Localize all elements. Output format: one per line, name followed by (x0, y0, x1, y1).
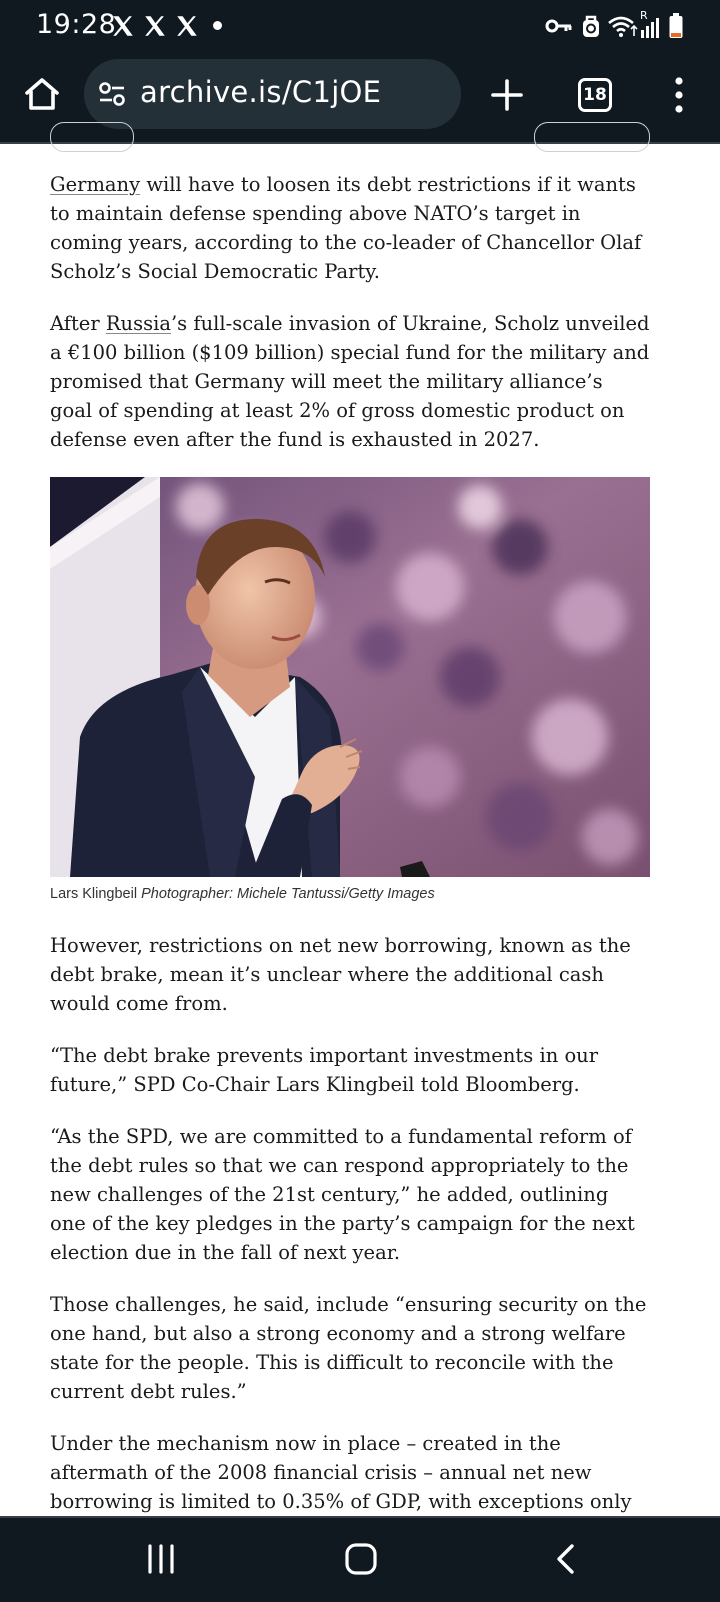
article-paragraph: Those challenges, he said, include “ensuring security on the one hand, but also a strong economy and a strong welfare state for the people. This is difficult to reconcile with the current debt rules.” (50, 1293, 647, 1403)
article-paragraph: “The debt brake prevents important investments in our future,” SPD Co-Chair Lars Klingbeil told Bloomberg. (50, 1044, 599, 1096)
photo-caption (50, 884, 650, 904)
caption-credit: Photographer: Michele Tantussi/Getty Images (141, 886, 435, 902)
recents-icon[interactable] (144, 1542, 178, 1576)
vpn-key-icon (545, 16, 573, 36)
system-nav-bar (0, 1516, 720, 1602)
partial-button-right[interactable] (534, 122, 650, 152)
article-paragraph: However, restrictions on net new borrowing, known as the debt brake, mean it’s unclear where the additional cash would come from. (50, 934, 631, 1015)
status-bar (0, 0, 720, 50)
article-paragraph: Under the mechanism now in place – created in the aftermath of the 2008 financial crisis – annual net new borrowing is limited to 0.35% of GDP, with exceptions only (50, 1432, 632, 1513)
germany-link[interactable]: Germany (50, 173, 141, 196)
url-text[interactable]: archive.is/C1jOE (140, 75, 382, 109)
speaker-photo-image (50, 477, 650, 877)
battery-icon (668, 13, 684, 39)
new-tab-button[interactable] (490, 78, 524, 112)
signal-icon (640, 18, 662, 38)
site-settings-icon[interactable] (98, 81, 126, 107)
article-paragraph: “As the SPD, we are committed to a fundamental reform of the debt rules so that we can respond appropriately to the new challenges of the 21st century,” he added, outlining one of the key pledges in the party’s campaign for the next election due in the fall of next year. (50, 1125, 635, 1264)
battery-saver-icon (581, 14, 601, 38)
more-options-button[interactable] (672, 76, 686, 114)
tab-switcher-button[interactable]: 18 (578, 78, 612, 112)
home-icon[interactable] (344, 1542, 378, 1576)
back-icon[interactable] (550, 1542, 584, 1576)
partial-button-left[interactable] (50, 122, 134, 152)
wifi-icon (607, 14, 637, 38)
article-paragraph: Germany will have to loosen its debt restrictions if it wants to maintain defense spending above NATO’s target in coming years, according to the co-leader of Chancellor Olaf Scholz’s Social Democratic Party. (50, 173, 642, 283)
article-body (50, 170, 650, 1597)
address-bar[interactable] (84, 59, 461, 129)
x-logo-icon (174, 13, 200, 39)
article-photo (50, 477, 650, 877)
page-content[interactable] (0, 144, 720, 1516)
caption-name: Lars Klingbeil (50, 886, 138, 902)
dot-icon (213, 21, 222, 30)
status-time: 19:28 (36, 9, 117, 40)
x-logo-icon (142, 13, 168, 39)
signal-roaming-label: R (640, 9, 648, 22)
home-button[interactable] (22, 74, 62, 114)
russia-link[interactable]: Russia (105, 312, 171, 335)
x-logo-icon (110, 13, 136, 39)
article-paragraph: After Russia’s full-scale invasion of Ukraine, Scholz unveiled a €100 billion ($109 billion) special fund for the military and promised that Germany will meet the military alliance’s goal of spending at least 2% of gross domestic product on defense even after the fund is exhausted in 2027. (50, 312, 650, 451)
